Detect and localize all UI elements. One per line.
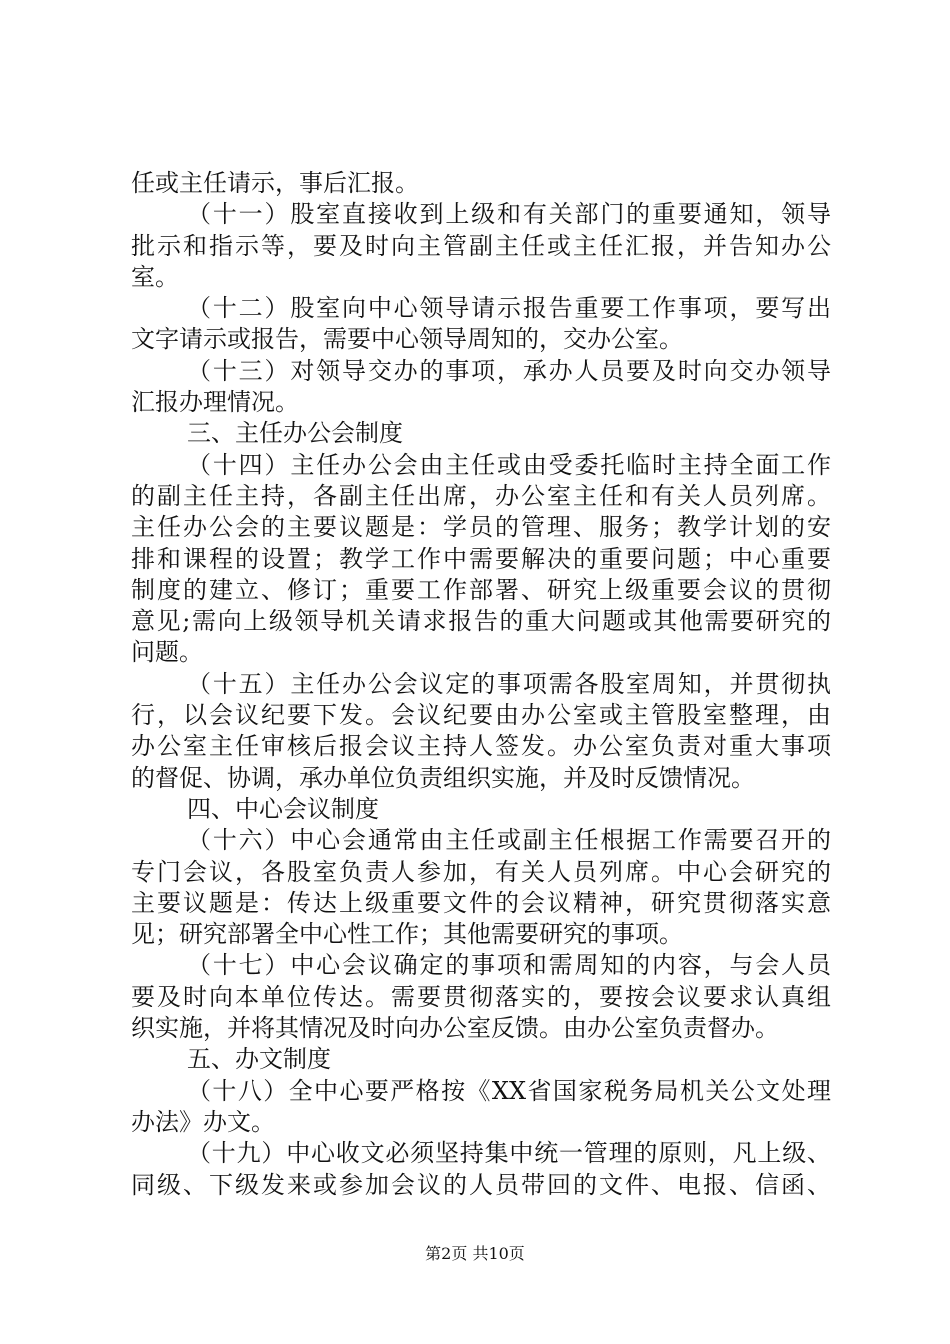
text-line: （十七）中心会议确定的事项和需周知的内容，与会人员 [187, 951, 831, 980]
text-line: 制度的建立、修订；重要工作部署、研究上级重要会议的贯彻 [131, 575, 831, 604]
text-line: 的督促、协调，承办单位负责组织实施，并及时反馈情况。 [131, 763, 755, 792]
document-body [131, 168, 831, 1201]
text-line: （十一）股室直接收到上级和有关部门的重要通知，领导 [187, 200, 831, 229]
text-line: （十四）主任办公会由主任或由受委托临时主持全面工作 [187, 450, 831, 479]
text-line: 办公室主任审核后报会议主持人签发。办公室负责对重大事项 [131, 732, 831, 761]
text-line: 主要议题是：传达上级重要文件的会议精神，研究贯彻落实意 [131, 888, 831, 917]
text-line: （十九）中心收文必须坚持集中统一管理的原则，凡上级、 [187, 1139, 831, 1168]
text-line: （十六）中心会通常由主任或副主任根据工作需要召开的 [187, 826, 831, 855]
text-line: 意见;需向上级领导机关请求报告的重大问题或其他需要研究的 [131, 607, 831, 636]
text-line: 三、主任办公会制度 [187, 419, 403, 448]
text-line: 五、办文制度 [187, 1045, 331, 1074]
text-line: 的副主任主持，各副主任出席，办公室主任和有关人员列席。 [131, 481, 831, 510]
text-line: 文字请示或报告，需要中心领导周知的，交办公室。 [131, 325, 683, 354]
text-line: 织实施，并将其情况及时向办公室反馈。由办公室负责督办。 [131, 1014, 779, 1043]
text-line: 问题。 [131, 638, 203, 667]
text-line: （十二）股室向中心领导请示报告重要工作事项，要写出 [187, 294, 831, 323]
text-line: 主任办公会的主要议题是：学员的管理、服务；教学计划的安 [131, 513, 831, 542]
text-line: （十八）全中心要严格按《XX省国家税务局机关公文处理 [187, 1076, 831, 1105]
text-line: 办法》办文。 [131, 1107, 275, 1136]
text-line: 批示和指示等，要及时向主管副主任或主任汇报，并告知办公 [131, 231, 831, 260]
text-line: 任或主任请示，事后汇报。 [131, 169, 419, 197]
page-footer: 第2页 共10页 [425, 1244, 525, 1263]
text-line: 要及时向本单位传达。需要贯彻落实的，要按会议要求认真组 [131, 982, 831, 1011]
text-line: 同级、下级发来或参加会议的人员带回的文件、电报、信函、 [131, 1170, 831, 1199]
text-line: （十五）主任办公会议定的事项需各股室周知，并贯彻执 [187, 669, 831, 698]
text-line: 见；研究部署全中心性工作；其他需要研究的事项。 [131, 920, 683, 949]
text-line: 专门会议，各股室负责人参加，有关人员列席。中心会研究的 [131, 857, 831, 886]
text-line: 行，以会议纪要下发。会议纪要由办公室或主管股室整理，由 [131, 701, 831, 730]
text-line: 排和课程的设置；教学工作中需要解决的重要问题；中心重要 [131, 544, 831, 573]
text-line: 室。 [131, 262, 179, 291]
text-line: 汇报办理情况。 [131, 388, 299, 417]
text-line: 四、中心会议制度 [187, 794, 379, 823]
text-line: （十三）对领导交办的事项，承办人员要及时向交办领导 [187, 356, 831, 385]
